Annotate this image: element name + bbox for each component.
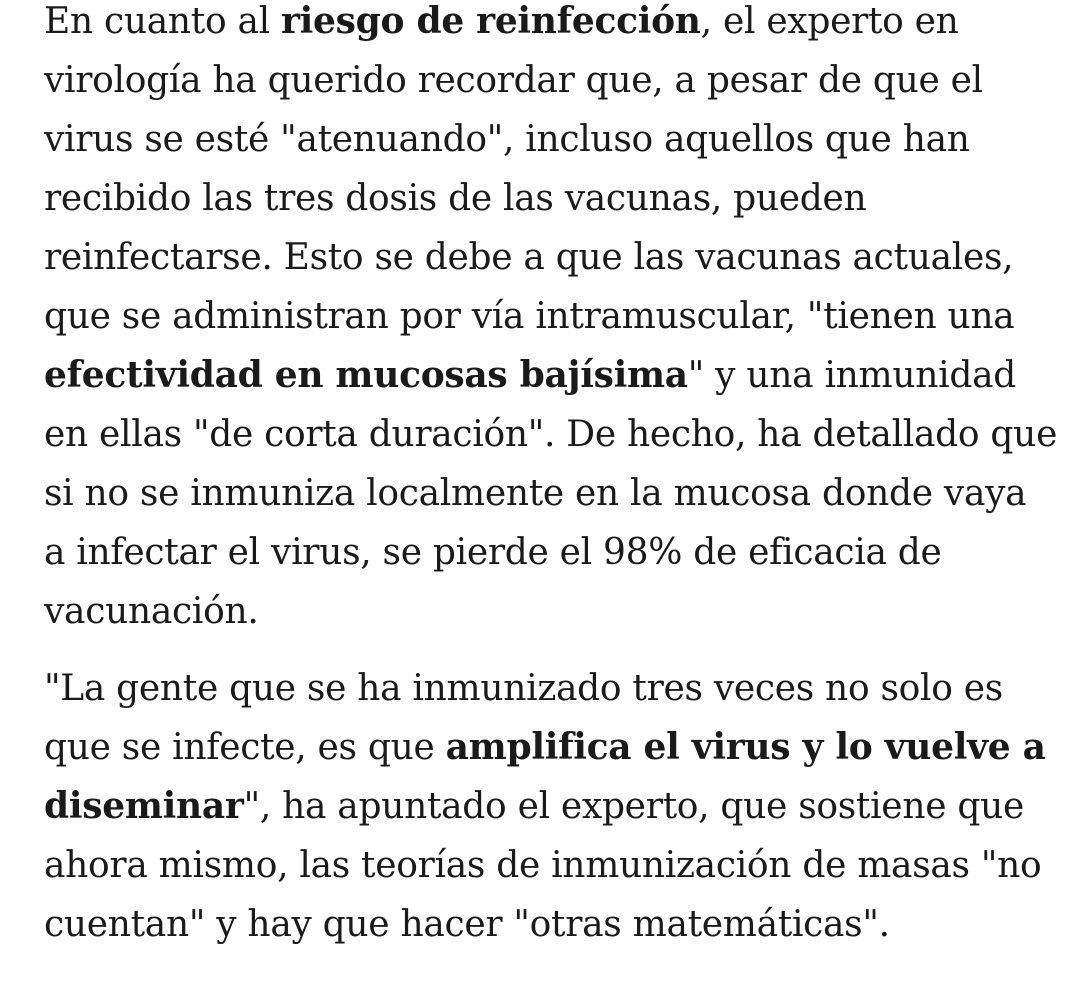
bold-text: efectividad en mucosas bajísima bbox=[44, 354, 688, 396]
article-body bbox=[44, 0, 1058, 972]
text-run: En cuanto al bbox=[44, 1, 282, 42]
text-line bbox=[44, 718, 1044, 777]
text-run: ", ha apuntado el experto, que sostiene que bbox=[243, 786, 1024, 827]
text-run: vacunación. bbox=[44, 591, 259, 632]
bold-text: diseminar bbox=[44, 785, 244, 827]
text-run: virología ha querido recordar que, a pesar de que el bbox=[44, 60, 983, 101]
bold-text: riesgo de reinfección bbox=[281, 0, 701, 42]
text-run: recibido las tres dosis de las vacunas, pueden bbox=[44, 178, 867, 219]
text-line bbox=[44, 51, 1044, 110]
text-run: cuentan" y hay que hacer "otras matemáticas". bbox=[44, 904, 890, 945]
text-line bbox=[44, 169, 1044, 228]
text-line bbox=[44, 346, 1044, 405]
text-run: ahora mismo, las teorías de inmunización de masas "no bbox=[44, 845, 1042, 886]
text-line bbox=[44, 895, 1044, 954]
text-run: en ellas "de corta duración". De hecho, ha detallado que bbox=[44, 414, 1058, 455]
text-line bbox=[44, 777, 1044, 836]
text-run: a infectar el virus, se pierde el 98% de eficacia de bbox=[44, 532, 942, 573]
text-line bbox=[44, 405, 1058, 464]
text-run: que se administran por vía intramuscular, "tienen una bbox=[44, 296, 1015, 337]
text-line bbox=[44, 287, 1044, 346]
text-run: virus se esté "atenuando", incluso aquellos que han bbox=[44, 119, 970, 160]
text-run: , el experto en bbox=[700, 1, 959, 42]
text-run: si no se inmuniza localmente en la mucosa donde vaya bbox=[44, 473, 1027, 514]
text-run: que se infecte, es que bbox=[44, 727, 446, 768]
text-line bbox=[44, 659, 1044, 718]
text-run: " y una inmunidad bbox=[687, 355, 1017, 396]
text-run: reinfectarse. Esto se debe a que las vacunas actuales, bbox=[44, 237, 1014, 278]
text-line bbox=[44, 836, 1044, 895]
article-paragraph bbox=[44, 659, 1044, 954]
text-line bbox=[44, 0, 1044, 51]
article-paragraph bbox=[44, 0, 1058, 641]
text-run: "La gente que se ha inmunizado tres veces no solo es bbox=[44, 668, 1003, 709]
text-line bbox=[44, 582, 1044, 641]
text-line bbox=[44, 110, 1044, 169]
bold-text: amplifica el virus y lo vuelve a bbox=[445, 726, 1046, 768]
text-line bbox=[44, 464, 1044, 523]
text-line bbox=[44, 228, 1044, 287]
text-line bbox=[44, 523, 1044, 582]
